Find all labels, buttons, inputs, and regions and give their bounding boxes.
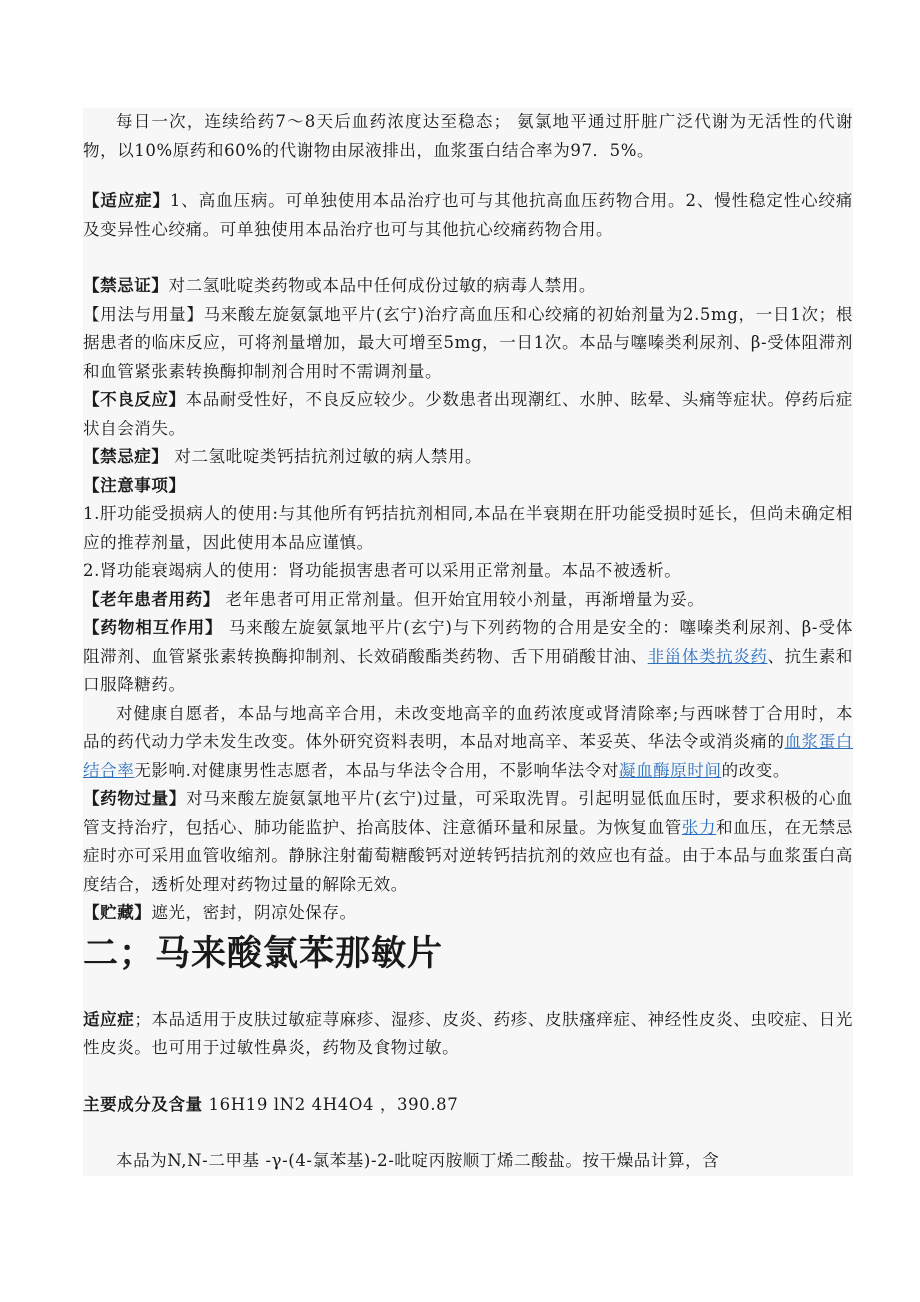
- s2-composition-heading: 主要成分及含量: [83, 1094, 203, 1114]
- overdose-text-b: 和血压，在无禁忌症时亦可采用血管收缩剂。静脉注射葡萄糖酸钙对逆转钙拮抗剂的效应也有益。由于本品与血浆蛋白高度结合，透析处理对药物过量的解除无效。: [83, 817, 854, 894]
- elderly-heading: 【老年患者用药】: [83, 589, 220, 609]
- spacer: [83, 978, 853, 1006]
- interactions-2-text-c: 的改变。: [721, 760, 790, 780]
- document-page: [83, 108, 853, 1176]
- section-2-title: 二；马来酸氯苯那敏片: [83, 933, 444, 974]
- indications-paragraph: [83, 187, 853, 244]
- indications-heading: 【适应症】: [83, 191, 170, 210]
- prothrombin-time-link[interactable]: 凝血酶原时间: [618, 760, 722, 780]
- contraindications-text: 对二氢吡啶类药物或本品中任何成份过敏的病毒人禁用。: [168, 276, 596, 295]
- plasma-protein-binding-link[interactable]: 血浆蛋白结合率: [83, 732, 853, 780]
- nsaid-link[interactable]: 非甾体类抗炎药: [647, 646, 768, 666]
- interactions-paragraph: [83, 614, 853, 700]
- contraindications-heading: 【禁忌证】: [83, 276, 169, 295]
- precautions-item-1: 1.肝功能受损病人的使用:与其他所有钙拮抗剂相同,本品在半衰期在肝功能受损时延长，但尚未确定相应的推荐剂量，因此使用本品应谨慎。: [83, 504, 853, 552]
- s2-composition-text: 16H19 lN2 4H4O4 ，390.87: [202, 1094, 459, 1114]
- storage-paragraph: [83, 899, 853, 928]
- precautions-item-2: 2.肾功能衰竭病人的使用：肾功能损害患者可以采用正常剂量。本品不被透析。: [83, 561, 682, 580]
- interactions-text-a: 马来酸左旋氨氯地平片(玄宁)与下列药物的合用是安全的：噻嗪类利尿剂、β-受体阻滞剂、血管紧张素转换酶抑制剂、长效硝酸酯类药物、舌下用硝酸甘油、: [83, 618, 853, 666]
- interactions-heading: 【药物相互作用】: [83, 618, 223, 637]
- elderly-text: 老年患者可用正常剂量。但开始宜用较小剂量，再渐增量为妥。: [219, 589, 705, 609]
- dosage-paragraph: [83, 301, 853, 387]
- contraindications-2-heading: 【禁忌症】: [83, 447, 169, 466]
- s2-composition-paragraph: [83, 1091, 853, 1120]
- adverse-reactions-heading: 【不良反应】: [83, 390, 186, 409]
- interactions-2-text-a: 对健康自愿者，本品与地高辛合用，未改变地高辛的血药浓度或肾清除率;与西咪替丁合用时，本品的药代动力学未发生改变。体外研究资料表明，本品对地高辛、苯妥英、华法令或消炎痛的: [83, 703, 853, 751]
- overdose-text-a: 对马来酸左旋氨氯地平片(玄宁)过量，可采取洗胃。引起明显低血压时，要求积极的心血管支持治疗，包括心、肺功能监护、抬高肢体、注意循环量和尿量。为恢复血管: [83, 789, 853, 837]
- spacer: [83, 1119, 853, 1147]
- interactions-2-text-b: 无影响.对健康男性志愿者，本品与华法令合用，不影响华法令对: [134, 760, 619, 780]
- adverse-reactions-paragraph: [83, 386, 853, 443]
- adverse-reactions-text: 本品耐受性好，不良反应较少。少数患者出现潮红、水肿、眩晕、头痛等症状。停药后症状自会消失。: [83, 390, 853, 438]
- spacer: [83, 1063, 853, 1091]
- indications-text: 1、高血压病。可单独使用本品治疗也可与其他抗高血压药物合用。2、慢性稳定性心绞痛及变异性心绞痛。可单独使用本品治疗也可与其他抗心绞痛药物合用。: [83, 191, 853, 239]
- dosage-heading: 【用法与用量】: [83, 304, 204, 324]
- s2-indications-paragraph: [83, 1006, 853, 1063]
- overdose-paragraph: [83, 785, 853, 899]
- spacer: [83, 244, 853, 272]
- tension-link[interactable]: 张力: [681, 817, 717, 837]
- interactions-2-paragraph: [83, 700, 853, 786]
- dosage-text: 马来酸左旋氨氯地平片(玄宁)治疗高血压和心绞痛的初始剂量为2.5mg，一日1次；根据患者的临床反应，可将剂量增加，最大可增至5mg，一日1次。本品与噻嗪类利尿剂、β-受体阻滞剂和血管紧张素转换酶抑制剂合用时不需调剂量。: [83, 304, 853, 381]
- contraindications-2-text: 对二氢吡啶类钙拮抗剂过敏的病人禁用。: [168, 447, 483, 466]
- pharmacokinetics-paragraph: 每日一次，连续给药7～8天后血药浓度达至稳态； 氨氯地平通过肝脏广泛代谢为无活性的代谢物，以10%原药和60%的代谢物由尿液排出，血浆蛋白结合率为97．5%。: [83, 112, 853, 160]
- s2-indications-heading: 适应症: [83, 1009, 135, 1029]
- interactions-text-b: 、抗生素和口服降糖药。: [83, 646, 853, 694]
- contraindications-paragraph: [83, 272, 853, 301]
- s2-indications-text: ；本品适用于皮肤过敏症荨麻疹、湿疹、皮炎、药疹、皮肤瘙痒症、神经性皮炎、虫咬症、日光性皮炎。也可用于过敏性鼻炎，药物及食物过敏。: [83, 1009, 853, 1057]
- s2-description-paragraph: 本品为N,N-二甲基 -γ-(4-氯苯基)-2-吡啶丙胺顺丁烯二酸盐。按干燥品计算，含: [116, 1151, 720, 1170]
- spacer: [83, 165, 853, 187]
- elderly-paragraph: [83, 586, 853, 615]
- contraindications-2-paragraph: [83, 443, 853, 472]
- precautions-heading: 【注意事项】: [83, 475, 186, 495]
- storage-text: 遮光，密封，阴凉处保存。: [151, 903, 357, 922]
- overdose-heading: 【药物过量】: [83, 789, 187, 808]
- storage-heading: 【贮藏】: [83, 903, 152, 922]
